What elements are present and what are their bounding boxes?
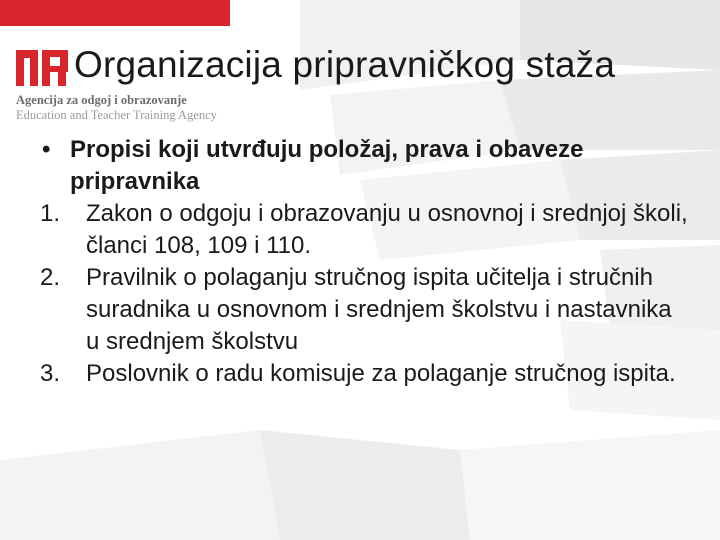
- list-marker-1: 1.: [40, 200, 61, 227]
- content-list: [40, 134, 690, 390]
- bullet-item: [40, 134, 690, 198]
- brand-red-strip: [0, 0, 230, 26]
- list-marker-3: 3.: [40, 360, 61, 387]
- list-text-3: Poslovnik o radu komisuje za polaganje stručnog ispita.: [86, 360, 676, 387]
- agency-logo-icon: [14, 44, 72, 86]
- page-title: Organizacija pripravničkog staža: [74, 44, 616, 85]
- agency-name: [16, 93, 217, 123]
- list-item-2: [40, 262, 690, 358]
- agency-name-english: Education and Teacher Training Agency: [16, 108, 217, 122]
- bullet-text: Propisi koji utvrđuju položaj, prava i obaveze pripravnika: [70, 136, 584, 195]
- list-item-3: [40, 358, 690, 390]
- bullet-marker: •: [42, 136, 51, 163]
- agency-name-croatian: Agencija za odgoj i obrazovanje: [16, 93, 187, 107]
- list-item-1: [40, 198, 690, 262]
- list-text-2: Pravilnik o polaganju stručnog ispita učitelja i stručnih suradnika u osnovnom i srednjem školstvu i nastavnika u srednjem školstvu: [86, 264, 672, 355]
- list-text-1: Zakon o odgoju i obrazovanju u osnovnoj i srednjoj školi, članci 108, 109 i 110.: [86, 200, 688, 259]
- list-marker-2: 2.: [40, 264, 61, 291]
